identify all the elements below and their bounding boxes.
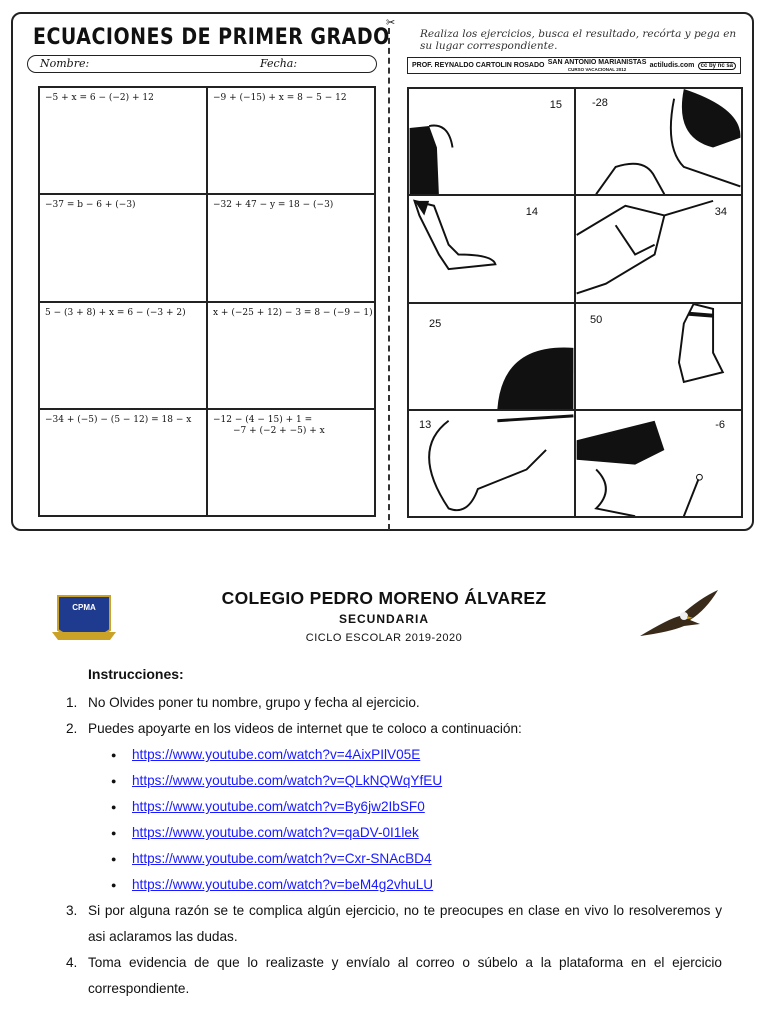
puzzle-piece[interactable] [408,195,575,302]
license-icon: cc by nc sa [698,62,736,70]
fist-icon [409,411,574,516]
puzzle-grid [407,87,743,518]
leg-shoe-icon [409,196,574,301]
puzzle-piece[interactable] [408,410,575,517]
equation-cell[interactable] [39,409,207,516]
equation-cell[interactable] [39,87,207,194]
answer-number: 25 [429,317,442,330]
worksheet-instructions: Realiza los ejercicios, busca el resultado, recórta y pega en su lugar correspondiente. [420,28,737,52]
instructions-list [66,690,722,1002]
video-link[interactable]: https://www.youtube.com/watch?v=QLkNQWqYfEU [132,773,443,788]
puzzle-piece[interactable] [408,88,575,195]
equation-cell[interactable] [207,409,375,516]
scissors-icon: ✂ [386,17,396,29]
school-level: SECUNDARIA [338,612,429,626]
answer-number: 34 [714,206,727,219]
instructions-heading: Instrucciones: [88,666,184,682]
equation-cell[interactable] [207,302,375,409]
video-links [88,742,722,898]
puzzle-piece[interactable] [408,303,575,410]
puzzle-piece[interactable] [575,303,742,410]
course-credit: CURSO VACACIONAL 2012 [567,66,627,72]
puzzle-piece[interactable] [575,410,742,517]
school-name: COLEGIO PEDRO MORENO ÁLVAREZ [221,588,547,608]
video-link[interactable]: https://www.youtube.com/watch?v=By6jw2IbSF0 [132,799,425,814]
answer-number: 14 [525,206,538,219]
equation-cell[interactable] [39,194,207,301]
credits-bar [407,57,741,74]
name-label: Nombre: [40,57,90,70]
video-link[interactable]: https://www.youtube.com/watch?v=4AixPIlV05E [132,747,421,762]
author-credit: PROF. REYNALDO CARTOLIN ROSADO [412,62,545,69]
equation-cell[interactable] [207,194,375,301]
equation-text: −32 + 47 − y = 18 − (−3) [213,200,334,211]
site-credit: actiludis.com [649,62,695,69]
puzzle-piece[interactable] [575,88,742,195]
video-link[interactable]: https://www.youtube.com/watch?v=qaDV-0I1lek [132,825,419,840]
video-link[interactable]: https://www.youtube.com/watch?v=beM4g2vhuLU [132,877,434,892]
equation-text: −12 − (4 − 15) + 1 = −7 + (−2 + −5) + x [213,414,325,436]
worksheet-title: ECUACIONES DE PRIMER GRADO [33,24,390,50]
equation-text: −34 + (−5) − (5 − 12) = 18 − x [45,414,192,425]
school-year: CICLO ESCOLAR 2019-2020 [305,632,463,644]
puzzle-piece[interactable] [575,195,742,302]
instruction-item: 1. No Olvides poner tu nombre, grupo y fecha al ejercicio. [66,695,420,710]
video-link[interactable]: https://www.youtube.com/watch?v=Cxr-SNAcBD4 [132,851,432,866]
equation-text: −37 = b − 6 + (−3) [45,200,136,211]
equation-text: 5 − (3 + 8) + x = 6 − (−3 + 2) [45,307,186,318]
instruction-item: 3. Si por alguna razón se te complica algún ejercicio, no te preocupes en clase en vivo lo resolveremos y asi aclaramos las dudas. [66,903,722,944]
instruction-item: 4. Toma evidencia de que lo realizaste y envíalo al correo o súbelo a la plataforma en el ejercicio correspondiente. [66,955,722,996]
equation-cell[interactable] [207,87,375,194]
answer-number: -6 [715,418,725,431]
date-label: Fecha: [260,57,298,70]
equations-grid [38,86,376,517]
cut-line [388,28,390,530]
name-date-bar [27,55,377,73]
institution-credit: SAN ANTONIO MARIANISTAS [547,58,647,66]
equation-text: −5 + x = 6 − (−2) + 12 [45,93,154,103]
answer-number: 15 [549,99,562,111]
answer-number: 50 [590,313,603,326]
instruction-item: 2. Puedes apoyarte en los videos de internet que te coloco a continuación: ● https://www.youtube.com/watch?v=4AixPIlV05E ● https://www.youtube.com/watch?v=QLkNQWqYfEU ● https://www.youtube.com/watch?v=By6jw2IbSF0 ● https://www.youtube.com/watch?v=qaDV-0I1lek ● https://www.youtube.com/watch?v=Cxr-SNAcBD4 ● https://www.youtube.com/watch?v=beM4g2vhuLU [66,716,722,898]
logo-text: CPMA [72,603,96,612]
equation-text: −9 + (−15) + x = 8 − 5 − 12 [213,93,347,103]
answer-number: -28 [592,97,608,109]
equation-text: x + (−25 + 12) − 3 = 8 − (−9 − 1) [213,307,373,318]
equation-cell[interactable] [39,302,207,409]
answer-number: 13 [419,418,432,431]
